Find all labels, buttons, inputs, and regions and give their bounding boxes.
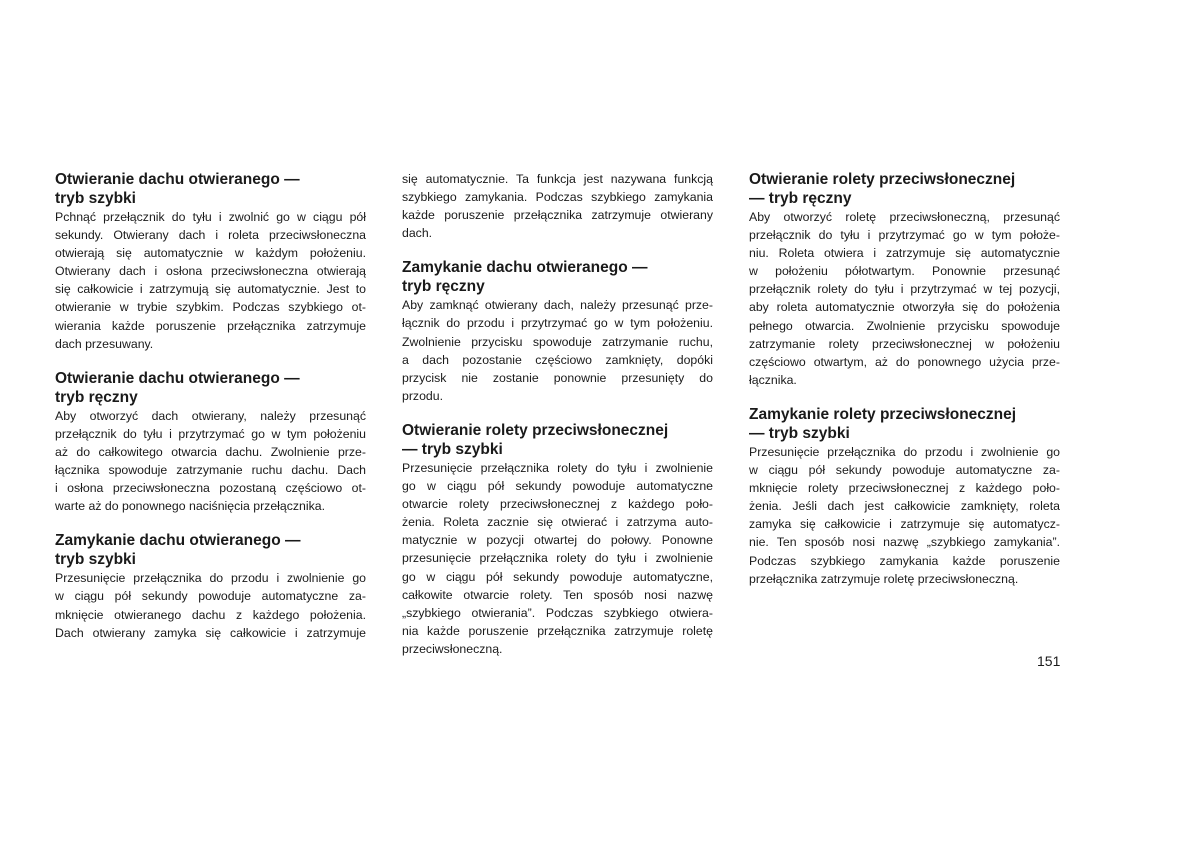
text-line: w ciągu pół sekundy powoduje automatyczne za-: [55, 589, 366, 604]
text-line: Otwierany dach i osłona przeciwsłoneczna otwierają: [55, 264, 366, 279]
page-number: 151: [1037, 653, 1061, 669]
text-line: przełącznik do tyłu i przytrzymać go w tym położeniu: [55, 426, 366, 441]
text-line: Aby otworzyć roletę przeciwsłoneczną, przesunąć: [749, 210, 1060, 224]
section-heading: [749, 405, 1060, 443]
text-line: całkowite otwarcie rolety. Ten sposób nosi nazwę: [402, 587, 713, 602]
section: [55, 369, 366, 516]
text-line: dach przesuwany.: [55, 336, 154, 351]
text-line: przełącznika zatrzymuje roletę przeciwsłoneczną.: [749, 571, 1019, 586]
text-line: przodu.: [402, 388, 444, 403]
heading-line: tryb ręczny: [55, 388, 138, 406]
section-heading: [402, 421, 713, 459]
paragraph: [749, 443, 1060, 588]
section: [402, 258, 713, 405]
paragraph: [402, 170, 713, 242]
section-heading: [749, 170, 1060, 208]
text-line: nie. Ten sposób nosi nazwę „szybkiego zamykania”.: [749, 535, 1060, 550]
section: [749, 405, 1060, 588]
heading-line: tryb ręczny: [402, 278, 485, 296]
text-column-2: [402, 170, 713, 674]
section-heading: [55, 531, 366, 569]
text-line: otwieranie w trybie szybkim. Podczas szybkiego ot-: [55, 300, 366, 315]
paragraph: [402, 459, 713, 658]
text-line: przycisk nie zostanie ponownie przesunięty do: [402, 370, 713, 385]
text-line: zatrzymanie rolety przeciwsłonecznej w położeniu: [749, 336, 1060, 351]
text-line: nia każde poruszenie przełącznika zatrzymuje roletę: [402, 623, 713, 638]
heading-line: — tryb szybki: [402, 440, 503, 458]
section: [402, 170, 713, 242]
text-line: mknięcie otwieranego dachu z każdego położenia.: [55, 607, 366, 622]
text-line: się automatycznie. Ta funkcja jest nazywana funkcją: [402, 172, 713, 186]
text-line: żenia. Jeśli dach jest całkowicie zamknięty, roleta: [749, 499, 1060, 514]
heading-line: Otwieranie dachu otwieranego —: [55, 369, 300, 387]
text-line: „szybkiego otwierania”. Podczas szybkiego otwiera-: [402, 605, 713, 620]
text-line: otwarcie rolety przeciwsłonecznej z każdego poło-: [402, 497, 713, 512]
text-line: niu. Roleta otwiera i zatrzymuje się automatycznie: [749, 246, 1060, 261]
text-line: wierania każde poruszenie przełącznika zatrzymuje: [55, 318, 366, 333]
heading-line: — tryb ręczny: [749, 190, 852, 207]
text-line: Pchnąć przełącznik do tyłu i zwolnić go w ciągu pół: [55, 210, 366, 224]
text-line: przełącznik rolety do tyłu i przytrzymać w tej pozycji,: [749, 282, 1060, 297]
text-line: Podczas szybkiego zamykania każde poruszenie: [749, 553, 1060, 568]
heading-line: Otwieranie rolety przeciwsłonecznej: [749, 171, 1016, 188]
text-line: Przesunięcie przełącznika do przodu i zwolnienie go: [55, 571, 366, 586]
text-line: szybkiego zamykania. Podczas szybkiego zamykania: [402, 190, 713, 205]
text-line: pełnego otwarcia. Zwolnienie przycisku spowoduje: [749, 318, 1060, 333]
text-line: Aby zamknąć otwierany dach, należy przesunąć prze-: [402, 298, 713, 313]
heading-line: Otwieranie rolety przeciwsłonecznej: [402, 421, 669, 439]
heading-line: Zamykanie dachu otwieranego —: [55, 532, 301, 550]
text-line: otwierają się automatycznie w każdym położeniu.: [55, 246, 366, 261]
text-line: żenia. Roleta zacznie się otwierać i zatrzyma auto-: [402, 515, 713, 530]
paragraph: [55, 208, 366, 353]
section-heading: [402, 258, 713, 296]
text-line: mknięcie rolety przeciwsłonecznej z każdego poło-: [749, 481, 1060, 496]
text-line: sekundy. Otwierany dach i roleta przeciwsłoneczna: [55, 228, 366, 243]
section-heading: [55, 170, 366, 208]
section: [55, 531, 366, 641]
heading-line: Otwieranie dachu otwieranego —: [55, 171, 300, 188]
text-line: Przesunięcie przełącznika do przodu i zwolnienie go: [749, 444, 1060, 459]
text-line: częściowo otwartym, aż do ponownego użycia prze-: [749, 354, 1060, 369]
heading-line: Zamykanie rolety przeciwsłonecznej: [749, 405, 1017, 423]
text-line: Dach otwierany zamyka się całkowicie i zatrzymuje: [55, 625, 366, 640]
paragraph: [402, 296, 713, 405]
text-line: łącznika spowoduje zatrzymanie ruchu dachu. Dach: [55, 463, 366, 478]
text-line: przełącznik do tyłu i przytrzymać go w tym położe-: [749, 228, 1060, 243]
text-line: w ciągu pół sekundy powoduje automatyczne za-: [749, 463, 1060, 478]
section: [749, 170, 1060, 389]
heading-line: Zamykanie dachu otwieranego —: [402, 259, 648, 277]
text-line: a dach pozostanie częściowo zamknięty, dopóki: [402, 352, 713, 367]
section: [55, 170, 366, 353]
text-line: zamyka się całkowicie i zatrzymuje się automatycz-: [749, 517, 1060, 532]
text-column-3: [749, 170, 1060, 604]
section: [402, 421, 713, 658]
text-line: Aby otworzyć dach otwierany, należy przesunąć: [55, 408, 366, 423]
text-line: się całkowicie i zatrzymują się automatycznie. Jest to: [55, 282, 366, 297]
text-line: łącznik do przodu i przytrzymać go w tym położeniu.: [402, 316, 713, 331]
paragraph: [55, 407, 366, 516]
text-line: Zwolnienie przycisku spowoduje zatrzymanie ruchu,: [402, 334, 713, 349]
text-line: w położeniu półotwartym. Ponownie przesunąć: [749, 264, 1060, 279]
text-line: dach.: [402, 226, 433, 241]
text-line: każde poruszenie przełącznika zatrzymuje otwierany: [402, 208, 713, 223]
section-heading: [55, 369, 366, 407]
text-column-1: [55, 170, 366, 658]
text-line: przesunięcie przełącznika rolety do tyłu i zwolnienie: [402, 551, 713, 566]
text-line: warte aż do ponownego naciśnięcia przełącznika.: [55, 499, 326, 514]
text-line: i osłona przeciwsłoneczna pozostaną częściowo ot-: [55, 481, 366, 496]
paragraph: [749, 208, 1060, 389]
heading-line: — tryb szybki: [749, 424, 850, 442]
text-line: przeciwsłoneczną.: [402, 641, 503, 656]
text-line: aż do całkowitego otwarcia dachu. Zwolnienie prze-: [55, 444, 366, 459]
text-line: go w ciągu pół sekundy powoduje automatyczne: [402, 479, 713, 494]
heading-line: tryb szybki: [55, 190, 136, 207]
heading-line: tryb szybki: [55, 551, 136, 569]
text-line: Przesunięcie przełącznika rolety do tyłu i zwolnienie: [402, 460, 713, 475]
text-line: łącznika.: [749, 372, 797, 387]
text-line: matycznie w pozycji otwartej do połowy. Ponowne: [402, 533, 713, 548]
text-line: aby roleta automatycznie otworzyła się do położenia: [749, 300, 1060, 315]
text-line: go w ciągu pół sekundy powoduje automatyczne,: [402, 569, 713, 584]
paragraph: [55, 569, 366, 641]
